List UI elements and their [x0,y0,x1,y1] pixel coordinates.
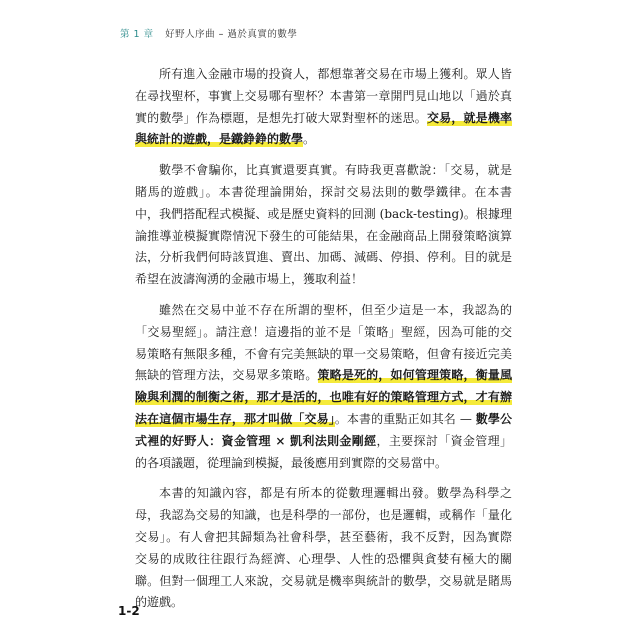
page-number: 1-2 [118,604,140,618]
text-run: ，主要探討「資金管理」的各項議題，從理論到模擬，最後應用到實際的交易當中。 [135,433,512,470]
body-text [135,64,512,623]
text-run: 。 [303,132,316,147]
paragraph [135,300,512,474]
paragraph [135,64,512,151]
text-run: 數學不會騙你，比真實還要真實。有時我更喜歡說：「交易，就是賭馬的遊戲」。本書從理論開始，探討交易法則的數學鐵律。在本書中，我們搭配程式模擬、或是歷史資料的回測 (back-testing)。根據理論推導並模擬實際情況下發生的可能結果，在金融商品上開發策略演算法，分析我們何時該買進、賣出、加碼、減碼、停損、停利。目的就是希望在波濤洶湧的金融市場上，獲取利益！ [135,163,512,287]
chapter-title: 好野人序曲 – 過於真實的數學 [165,29,298,40]
bold-text: 數學公式裡的好野人：資金管理 × 凱利法則金剛經 [135,411,512,448]
page-header [120,26,297,40]
text-run: 本書的知識內容，都是有所本的從數理邏輯出發。數學為科學之母，我認為交易的知識，也是科學的一部份，也是邏輯，或稱作「量化交易」。有人會把其歸類為社會科學，甚至藝術，我不反對，因為實際交易的成敗往往跟行為經濟、心理學、人性的恐懼與貪婪有極大的關聯。但對一個理工人來說，交易就是機率與統計的數學，交易就是賭馬的遊戲。 [135,486,512,610]
chapter-label: 第 1 章 [120,29,154,40]
highlighted-text: 交易，就是機率與統計的遊戲，是鐵錚錚的數學 [135,110,512,147]
paragraph [135,483,512,614]
paragraph [135,160,512,291]
text-run: 。本書的重點正如其名 — [334,411,476,426]
text-run: 所有進入金融市場的投資人，都想靠著交易在市場上獲利。眾人皆在尋找聖杯，事實上交易哪有聖杯？本書第一章開門見山地以「過於真實的數學」作為標題，是想先打破大眾對聖杯的迷思。 [135,67,512,125]
text-run: 雖然在交易中並不存在所謂的聖杯，但至少這是一本，我認為的「交易聖經」。請注意！這邊指的並不是「策略」聖經，因為可能的交易策略有無限多種，不會有完美無缺的單一交易策略，但會有接近完美無缺的管理方法，交易眾多策略。 [135,302,512,383]
highlighted-text: 策略是死的，如何管理策略，衡量風險與利潤的制衡之術，那才是活的，也唯有好的策略管理方式，才有辦法在這個市場生存，那才叫做「交易」 [135,368,512,426]
